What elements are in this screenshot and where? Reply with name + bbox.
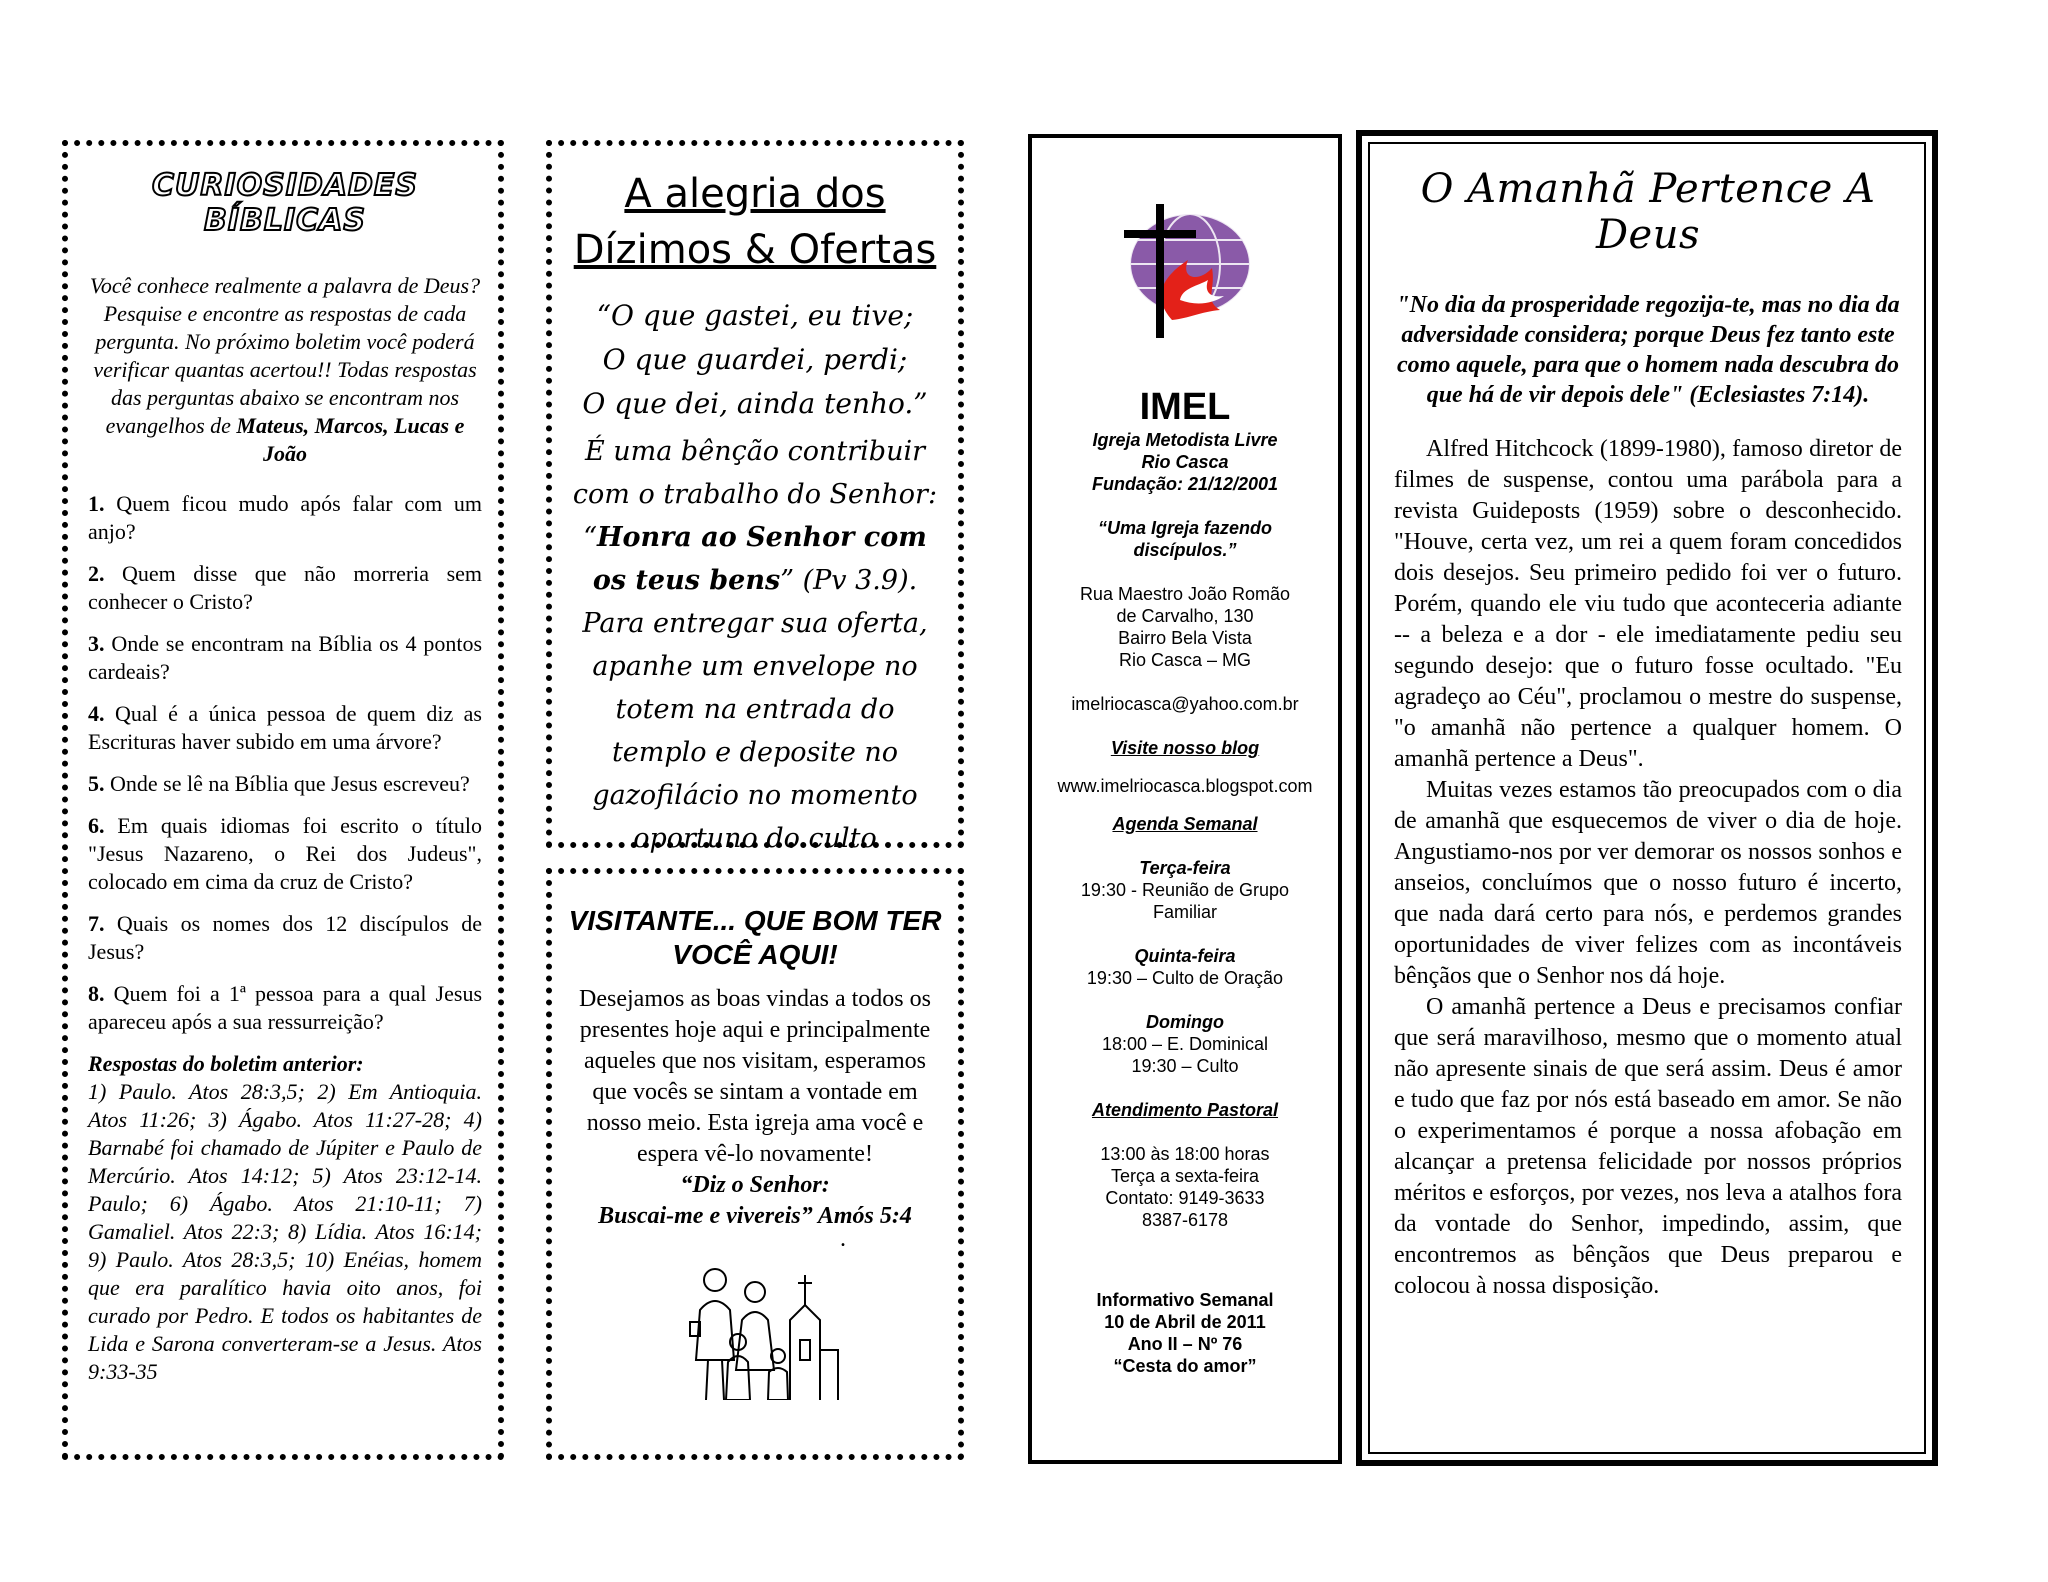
info-line: 10 de Abril de 2011 (1104, 1312, 1266, 1332)
stray-dot: . (840, 1226, 846, 1252)
curiosidades-title: CURIOSIDADES BÍBLICAS (151, 168, 419, 238)
question-item (88, 700, 482, 756)
question-text: Qual é a única pessoa de quem diz as Escrituras haver subido em uma árvore? (88, 701, 482, 754)
article-paragraph: O amanhã pertence a Deus e precisamos confiar que será maravilhoso, mesmo que o momento atual não apresente sinais de que será assim. Deus é amor e tudo que faz por nós está baseado em amor. Se não o experimentamos é porque a nossa afobação em alcançar a pretensa felicidade por nossos próprios méritos e esforços, por vezes, nos leva a atalhos fora da vontade do Senhor, impedindo, assim, que encontremos as bênçãos que Deus preparou e colocou à nossa disposição. (1394, 994, 1902, 1299)
visitante-body: Desejamos as boas vindas a todos os presentes hoje aqui e principalmente aqueles que nos visitam, esperamos que vocês se sintam a vontade em nosso meio. Esta igreja ama você e espera vê-lo novamente! (579, 986, 931, 1167)
dizimos-text-b: ” (Pv 3.9). (780, 565, 918, 596)
dizimos-instructions: Para entregar sua oferta, apanhe um envelope no totem na entrada do templo e deposite no gazofilácio no momento oportuno do culto (582, 608, 928, 854)
dizimos-text (568, 430, 942, 602)
question-item (88, 770, 482, 798)
dizimos-panel (546, 140, 964, 854)
question-text: Quem foi a 1ª pessoa para a qual Jesus apareceu após a sua ressurreição? (88, 981, 483, 1034)
newsletter-info (1040, 1289, 1330, 1377)
question-number: 7. (88, 911, 105, 936)
question-item (88, 910, 482, 966)
question-text: Quem disse que não morreria sem conhecer o Cristo? (88, 561, 483, 614)
dizimos-title-line: A alegria dos (624, 171, 886, 217)
question-text: Onde se encontram na Bíblia os 4 pontos cardeais? (88, 631, 483, 684)
question-number: 3. (88, 631, 105, 656)
church-line: Igreja Metodista Livre (1092, 430, 1278, 450)
address-line: Rio Casca – MG (1118, 650, 1252, 670)
church-address (1040, 583, 1330, 671)
agenda-line: 19:30 – Culto de Oração (1086, 968, 1284, 988)
methodist-cross-flame-globe-logo (1120, 200, 1250, 338)
address-line: Bairro Bela Vista (1118, 628, 1252, 648)
blog-label: Visite nosso blog (1110, 738, 1260, 758)
article-title: O Amanhã Pertence A Deus (1420, 166, 1876, 258)
dizimos-body (568, 294, 942, 860)
article-panel (1356, 130, 1938, 1466)
question-number: 5. (88, 771, 105, 796)
quote-line: O que guardei, perdi; (602, 343, 908, 376)
family-at-church-illustration (670, 1250, 840, 1400)
previous-answers (88, 1050, 482, 1386)
pastoral-line: Terça a sexta-feira (1110, 1166, 1260, 1186)
agenda-day: Quinta-feira (1134, 946, 1236, 966)
question-number: 2. (88, 561, 105, 586)
dizimos-verse-bold: Honra ao Senhor com os teus bens (592, 522, 927, 596)
curiosidades-intro (88, 272, 482, 468)
verse-line: “Diz o Senhor: (680, 1172, 830, 1198)
imel-info-panel (1028, 134, 1342, 1464)
visitante-panel (546, 868, 964, 1460)
dizimos-text-a: É uma bênção contribuir com o trabalho do Senhor: “ (572, 436, 938, 553)
agenda-line: Familiar (1152, 902, 1217, 922)
agenda-item-domingo (1040, 1011, 1330, 1077)
question-item (88, 812, 482, 896)
pastoral-line: Contato: 9149-3633 (1105, 1188, 1265, 1208)
pastoral-hours (1040, 1143, 1330, 1231)
dizimos-quote (568, 294, 942, 426)
question-item (88, 630, 482, 686)
gospels-names: Mateus, Marcos, Lucas e João (236, 413, 465, 466)
answers-text: 1) Paulo. Atos 28:3,5; 2) Em Antioquia. Atos 11:26; 3) Ágabo. Atos 11:27-28; 4) Barnabé foi chamado de Júpiter e Paulo de Mercúrio. Atos 14:12; 5) Atos 23:12-14. Paulo; 6) Ágabo. Atos 21:10-11; 7) Gamaliel. Atos 22:3; 8) Lídia. Atos 16:14; 9) Paulo. Atos 28:3,5; 10) Enéias, homem que era paralítico havia oito anos, foi curado por Pedro. E todos os habitantes de Lida e Sarona converteram-se a Jesus. Atos 9:33-35 (88, 1079, 482, 1384)
imel-name: IMEL (1139, 386, 1231, 428)
verse-line: Buscai-me e vivereis” Amós 5:4 (598, 1203, 912, 1229)
question-text: Quais os nomes dos 12 discípulos de Jesus? (88, 911, 482, 964)
pastoral-line: 8387-6178 (1141, 1210, 1229, 1230)
agenda-item-terca (1040, 857, 1330, 923)
agenda-day: Domingo (1146, 1012, 1224, 1032)
article-paragraph: Muitas vezes estamos tão preocupados com o dia de amanhã que esquecemos de viver o dia de hoje. Angustiamo-nos por ver demorar os nossos sonhos e anseios, concluímos que o nosso futuro é incerto, que nada dará certo para nós, e perdemos grandes oportunidades de viver felizes com as incontáveis bênçãos que o Senhor nos dá hoje. (1394, 777, 1902, 989)
article-body (1394, 434, 1902, 1302)
address-line: de Carvalho, 130 (1116, 606, 1254, 626)
visitante-verse (568, 1170, 942, 1232)
family-illustration-wrap (568, 1226, 942, 1405)
question-text: Quem ficou mudo após falar com um anjo? (88, 491, 482, 544)
agenda-line: 19:30 – Culto (1131, 1056, 1239, 1076)
info-line: Ano II – Nº 76 (1127, 1334, 1243, 1354)
visitante-title: VISITANTE... QUE BOM TER VOCÊ AQUI! (568, 905, 942, 970)
question-item (88, 490, 482, 546)
article-inner-frame (1368, 142, 1926, 1454)
question-item (88, 980, 482, 1036)
agenda-line: 18:00 – E. Dominical (1101, 1034, 1269, 1054)
agenda-item-quinta (1040, 945, 1330, 989)
intro-text: Você conhece realmente a palavra de Deus? Pesquise e encontre as respostas de cada pergunta. No próximo boletim você poderá verificar quantas acertou!! Todas respostas das perguntas abaixo se encontram nos evangelhos de (89, 273, 481, 438)
church-motto: “Uma Igreja fazendo discípulos.” (1097, 518, 1273, 560)
founding-date: Fundação: 21/12/2001 (1091, 474, 1279, 494)
church-line: Rio Casca (1141, 452, 1229, 472)
questions-list (88, 490, 482, 1036)
dizimos-title (568, 166, 942, 278)
info-line: Informativo Semanal (1096, 1290, 1274, 1310)
article-paragraph: Alfred Hitchcock (1899-1980), famoso diretor de filmes de suspense, contou uma parábola para a revista Guideposts (1959) sobre o desconhecido. "Houve, certa vez, um rei a quem foram concedidos dois desejos. Seu primeiro pedido foi ver o futuro. Porém, quando ele viu tudo que aconteceria adiante -- a beleza e a dor - ele imediatamente pediu seu segundo desejo: que o futuro fosse ocultado. "Eu agradeço ao Céu", proclamou o mestre do suspense, "o amanhã não pertence a qualquer homem. O amanhã pertence a Deus". (1394, 436, 1902, 772)
question-text: Onde se lê na Bíblia que Jesus escreveu? (110, 771, 470, 796)
question-number: 1. (88, 491, 105, 516)
address-line: Rua Maestro João Romão (1079, 584, 1291, 604)
church-email[interactable]: imelriocasca@yahoo.com.br (1071, 694, 1299, 714)
question-number: 6. (88, 813, 105, 838)
pastoral-label: Atendimento Pastoral (1091, 1100, 1279, 1120)
question-text: Em quais idiomas foi escrito o título "Jesus Nazareno, o Rei dos Judeus", colocado em cima da cruz de Cristo? (88, 813, 482, 894)
question-item (88, 560, 482, 616)
article-verse: "No dia da prosperidade regozija-te, mas no dia da adversidade considera; porque Deus fez tanto este como aquele, para que o homem nada descubra do que há de vir depois dele" (Eclesiastes 7:14). (1396, 292, 1900, 408)
agenda-day: Terça-feira (1139, 858, 1231, 878)
question-number: 4. (88, 701, 105, 726)
quote-line: “O que gastei, eu tive; (596, 299, 914, 332)
dizimos-title-line: Dízimos & Ofertas (573, 227, 937, 273)
quote-line: O que dei, ainda tenho.” (582, 387, 928, 420)
blog-url[interactable]: www.imelriocasca.blogspot.com (1057, 776, 1313, 796)
agenda-line: 19:30 - Reunião de Grupo (1080, 880, 1290, 900)
info-line: “Cesta do amor” (1113, 1356, 1257, 1376)
curiosidades-panel (62, 140, 504, 1460)
church-info (1040, 429, 1330, 495)
answers-heading: Respostas do boletim anterior: (88, 1051, 364, 1076)
question-number: 8. (88, 981, 105, 1006)
agenda-label: Agenda Semanal (1112, 814, 1258, 834)
pastoral-line: 13:00 às 18:00 horas (1100, 1144, 1270, 1164)
